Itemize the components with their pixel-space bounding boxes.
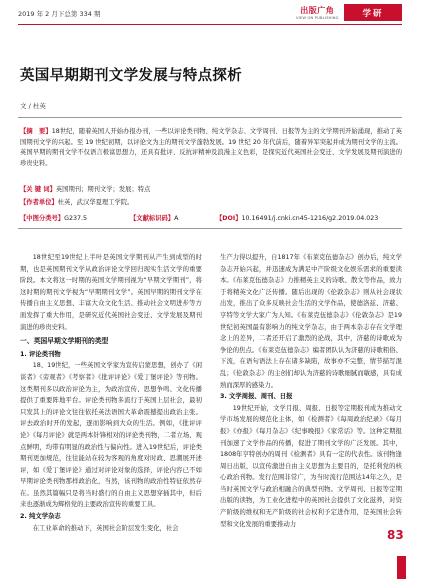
abstract-label: 【摘 要】 [20,128,52,135]
paragraph: 生产力得以提升，自1817年《布莱克伍德杂志》创办后，纯文学杂志开始兴起，并迅速成为满足中产阶级文化娱乐需求的重要读本。《布莱克伍德杂志》力推精英主义的诗歌、散文等作品，致力于将精英文化广泛传播。随后出现的《伦敦杂志》则从社会现状出发，推出了众多反映社会生活的文学作品，使德洛兹、济慈、亨特等文学大家广为人知。《布莱克伍德杂志》《伦敦杂志》是19世纪初英国最有影响力的纯文学杂志，由于两本杂志存在文学理念上的差异，二者还开启了激烈的论战，其中，济慈的诗歌成为争论的焦点。《布莱克伍德杂志》编者团队认为济慈的诗歌粗俗、下流，在语句语法上存在诸多缺陷，故事亦不完整，情节描写混乱；《伦敦杂志》的主创们却认为济慈的诗歌细腻而敏感，具有成熟而深厚的感染力。 [220,254,402,389]
article-title: 英国早期期刊文学发展与特点探析 [20,68,242,84]
page-edge-bar [397,556,406,579]
paragraph: 19世纪开始，文学月报、周报、日报等定期报刊成为推动文学市场发展的规范化主体，如《检测者》《每周政治纪录》《每月报》《亦报》《每月杂志》《纪事晚报》《家常话》等。这种定期报刊加速了文学作品的传播，促进了期刊文学的广泛发展。其中，1808年亨特创办的周刊《检测者》具有一定的代表性。该刊物逢周日出版，以宣传激进自由主义思想为主要目的，是托利党的核心政治刊物。发行范围非常广，为当时流行范围达14年之久，是当时英国文学与政治相融合的典型刊物。文学周刊、日报等定期出版的读物，为工业化进程中的英国社会提供了文化滋养，对资产阶级的维权和无产阶级的社会权利予定进作用，是英国社会转型和文化发展的重要推动力 [220,404,402,528]
doi-value: 10.16491/j.cnki.cn45-1216/g2.2019.04.023 [241,215,379,222]
section-badge: 学研 [344,4,402,21]
body-left-column [20,252,202,534]
subsection-heading: 1. 评论类刊物 [20,350,61,358]
author-unit [20,197,402,206]
subsection-heading: 3. 文学周报、周刊、日报 [220,393,293,401]
keywords [20,184,402,193]
author-unit-text: 杜英，武汉华夏理工学院。 [57,199,134,206]
abstract [20,127,402,169]
paragraph: 18、19世纪，一些英国文学家为宣传启蒙思想，创办了《闲谈者》《旁观者》《考察者》《批评评论》《爱丁堡评论》等刊物。这类期刊多以政治评论为主，为政治宣传、思想争鸣、文化传播提供了重要阵地平台。评论类刊物多流行于英国上层社会，最初只发其上的评论文往往依托英法语国大革命震撼提出政治主张。评去政治时开的发起，逐而影响到大众的生活。例如，《批评评论》《每月评论》就是两本针锋相对的评论类刊物，二者立场、观点鲜明，均带有明显的政治性与偏向性。进入19世纪后，评论类期刊更加规范，往往能站在较为客观的角度对时政、思潮展开述评，如《爱丁堡评论》通过对评论对象的选择，评论内容已不如早期评论类刊物那样政治化，当然，该刊物的政治性特征依然存在。虽然其篇幅只是将当时盛行的自由主义思想穿插其中，但后来也逐渐成为辉格党的主要政治宣传的重要工具。 [20,362,202,509]
abstract-text: 18世纪，随着英国人开始办报办刊，一些以评论类刊物、纯文学杂志、文学周刊、日报等为主的文学期刊开始涌现，推动了英国期刊文学的兴起。至 19 世纪初期，以评论文为主的期刊文学蓬勃发展。19 世纪 20 年代前后，随着异军突起并成为期刊文学的主流。英国早期的期刊文学不仅语言极富思想力，还具有批评、反抗评精神及浪漫主义色彩，是探究近代英国社会变迁、文学发展及期刊演进的珍贵史料。 [20,128,403,167]
body-right-column [220,252,402,530]
article-author: 文 / 杜英 [20,102,46,110]
journal-issue: 2019 年 2 月下总第 334 期 [18,10,101,18]
clc-value: G237.5 [64,215,87,222]
keywords-text: 英国期刊；期刊文学；发展；特点 [55,186,151,193]
abstract-rule-bottom [18,228,402,229]
subsection-heading: 2. 纯文学杂志 [20,513,61,521]
header-rule [18,24,402,25]
clc-number [20,213,87,222]
keywords-label: 【关 键 词】 [20,186,56,193]
journal-logo-cn: 出版广角 [300,6,335,15]
doi-label: 【DOI】 [216,215,242,222]
doi [216,213,378,222]
journal-logo [296,5,339,20]
clc-label: 【中图分类号】 [20,215,65,222]
doc-code [130,213,178,222]
author-unit-label: 【作者单位】 [20,199,58,206]
journal-logo-en: VIEW ON PUBLISHING [296,16,339,20]
paragraph: 在工业革命的推动下，英国社会阶层发生变化，社会 [32,524,179,532]
page-number: 83 [387,528,404,542]
doc-label: 【文献标识码】 [130,215,175,222]
paragraph: 18世纪至19世纪上半叶是英国文学期刊从产生到成型的时期，也是英国期刊文学从政治评论文学回归现实生活文学的重要阶段。本文将这一时期的英国文学期刊视为“早期文学期刊”，将这时期的期刊文学视为“早期期刊文学”。英国早期的期刊文学在传播自由主义思想、丰富大众文化生活、推动社会文明进步等方面发挥了重大作用，是研究近代英国社会变迁、文学发展及期刊演进的珍贵史料。 [20,254,202,331]
abstract-rule-top [18,117,402,118]
doc-value: A [174,215,179,222]
section-heading: 一、英国早期文学期刊的类型 [20,337,109,346]
